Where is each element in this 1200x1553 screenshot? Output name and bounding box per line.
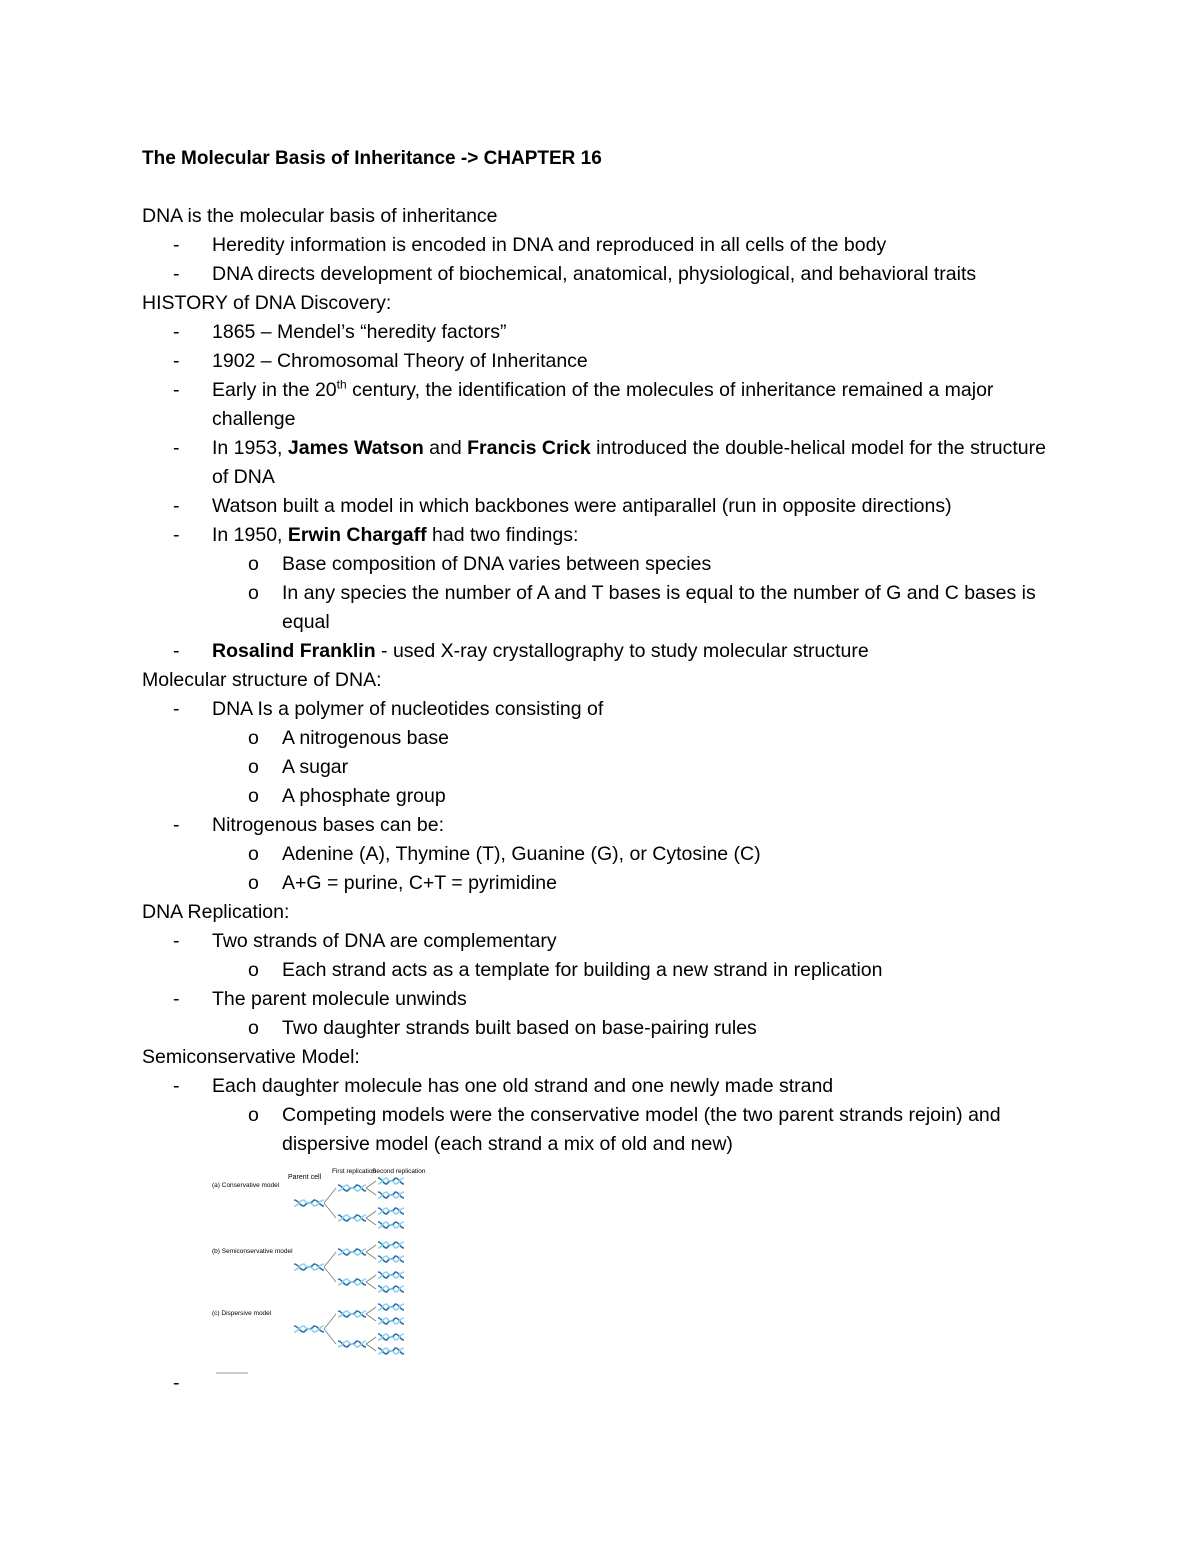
branch-line (324, 1203, 336, 1218)
helix-strand (378, 1208, 404, 1214)
dash-bullet: - (173, 640, 180, 662)
dash-bullet: - (173, 379, 180, 401)
dash-bullet: - (173, 1372, 180, 1394)
branch-line (366, 1211, 376, 1218)
list-item (142, 260, 1062, 289)
list-item-text: century, the identification of the molecules of inheritance remained a major challenge (212, 379, 994, 430)
branch-line (324, 1329, 336, 1344)
sub-list-item (142, 550, 1062, 579)
document-page (142, 144, 1062, 1406)
helix-strand (338, 1249, 366, 1255)
dash-bullet: - (173, 930, 180, 952)
helix-strand (338, 1279, 366, 1285)
semiconservative-heading: Semiconservative Model: (142, 1046, 360, 1068)
circle-bullet: o (248, 843, 259, 865)
replication-heading: DNA Replication: (142, 901, 290, 923)
history-heading: HISTORY of DNA Discovery: (142, 292, 392, 314)
col-second-label: Second replication (372, 1168, 426, 1175)
helix-strand (378, 1318, 404, 1324)
bold-name: Erwin Chargaff (287, 524, 427, 546)
structure-heading: Molecular structure of DNA: (142, 669, 382, 691)
list-item-text: - used X-ray crystallography to study molecular structure (375, 640, 869, 662)
helix-strand (338, 1341, 366, 1347)
branch-line (366, 1275, 376, 1282)
sub-list-item-text: Adenine (A), Thymine (T), Guanine (G), or Cytosine (C) (282, 843, 761, 865)
branch-line (366, 1188, 376, 1195)
list-item (142, 811, 1062, 840)
helix-strand (378, 1222, 404, 1228)
dash-bullet: - (173, 437, 180, 459)
list-item (142, 1072, 1062, 1101)
list-item (142, 434, 1062, 492)
list-item-text: In 1950, (212, 524, 288, 546)
helix-strand (378, 1334, 404, 1340)
intro-heading: DNA is the molecular basis of inheritance (142, 205, 498, 227)
sub-list-item (142, 840, 1062, 869)
list-item-text: 1865 – Mendel’s “heredity factors” (212, 321, 507, 343)
branch-line (366, 1307, 376, 1314)
sub-list-item-text: Base composition of DNA varies between species (282, 553, 712, 575)
branch-line (324, 1188, 336, 1203)
sub-list-item (142, 1101, 1062, 1159)
list-item (142, 231, 1062, 260)
bold-name: Francis Crick (467, 437, 591, 459)
second-replication-helix (378, 1286, 404, 1292)
list-item-text: introduced the double-helical model for the structure of DNA (212, 437, 1046, 488)
col-first-label: First replication (332, 1168, 377, 1175)
replication-models-figure (200, 1163, 440, 1377)
dash-bullet: - (173, 524, 180, 546)
branch-line (366, 1344, 376, 1351)
list-item (142, 521, 1062, 550)
dash-bullet: - (173, 1075, 180, 1097)
branch-line (366, 1337, 376, 1344)
sub-list-item (142, 782, 1062, 811)
sub-list-item (142, 753, 1062, 782)
list-item-text: In 1953, (212, 437, 288, 459)
helix-strand (338, 1215, 366, 1221)
dash-bullet: - (173, 988, 180, 1010)
list-item (142, 637, 1062, 666)
replication-models-diagram (200, 1163, 440, 1377)
branch-line (324, 1267, 336, 1282)
list-item (142, 985, 1062, 1014)
list-item-text: Heredity information is encoded in DNA and reproduced in all cells of the body (212, 234, 887, 256)
circle-bullet: o (248, 959, 259, 981)
branch-line (366, 1282, 376, 1289)
branch-line (324, 1314, 336, 1329)
circle-bullet: o (248, 553, 259, 575)
list-item (142, 927, 1062, 956)
list-item-text: Each daughter molecule has one old strand and one newly made strand (212, 1075, 834, 1097)
list-item (142, 492, 1062, 521)
helix-strand (378, 1304, 404, 1310)
sub-list-item (142, 869, 1062, 898)
branch-line (366, 1314, 376, 1321)
helix-strand (378, 1178, 404, 1184)
second-replication-helix (378, 1256, 404, 1262)
second-replication-helix (378, 1208, 404, 1214)
second-replication-helix (378, 1318, 404, 1324)
sub-list-item-text: Competing models were the conservative model (the two parent strands rejoin) and dispersive model (each strand a mix of old and new) (282, 1104, 1001, 1155)
sub-list-item-text: A+G = purine, C+T = pyrimidine (282, 872, 557, 894)
circle-bullet: o (248, 582, 259, 604)
second-replication-helix (378, 1178, 404, 1184)
first-replication-helix (338, 1249, 366, 1255)
second-replication-helix (378, 1242, 404, 1248)
list-item-text: The parent molecule unwinds (212, 988, 467, 1010)
list-item (142, 695, 1062, 724)
circle-bullet: o (248, 1104, 259, 1126)
list-item-text: DNA directs development of biochemical, anatomical, physiological, and behavioral traits (212, 263, 977, 285)
bold-name: James Watson (287, 437, 424, 459)
circle-bullet: o (248, 785, 259, 807)
helix-strand (378, 1256, 404, 1262)
bold-name: Rosalind Franklin (212, 640, 376, 662)
list-item-text: had two findings: (426, 524, 579, 546)
branch-line (366, 1181, 376, 1188)
sub-list-item-text: A sugar (282, 756, 349, 778)
sub-list-item-text: A nitrogenous base (282, 727, 449, 749)
dash-bullet: - (173, 321, 180, 343)
helix-strand (378, 1286, 404, 1292)
branch-line (366, 1218, 376, 1225)
list-item-text: Watson built a model in which backbones were antiparallel (run in opposite directions) (212, 495, 952, 517)
circle-bullet: o (248, 1017, 259, 1039)
sub-list-item (142, 956, 1062, 985)
second-replication-helix (378, 1304, 404, 1310)
sub-list-item-text: A phosphate group (282, 785, 446, 807)
list-item (142, 376, 1062, 434)
model-c-label: (c) Dispersive model (212, 1310, 272, 1317)
helix-strand (294, 1264, 324, 1270)
list-item-text: DNA Is a polymer of nucleotides consisting of (212, 698, 604, 720)
sub-list-item (142, 724, 1062, 753)
branch-line (366, 1245, 376, 1252)
model-b-label: (b) Semiconservative model (212, 1248, 293, 1255)
helix-strand (378, 1192, 404, 1198)
circle-bullet: o (248, 756, 259, 778)
first-replication-helix (338, 1311, 366, 1317)
list-item-text: Nitrogenous bases can be: (212, 814, 444, 836)
helix-strand (338, 1311, 366, 1317)
first-replication-helix (338, 1341, 366, 1347)
sub-list-item-text: Two daughter strands built based on base-pairing rules (282, 1017, 757, 1039)
list-item (142, 318, 1062, 347)
dash-bullet: - (173, 350, 180, 372)
sub-list-item (142, 579, 1062, 637)
second-replication-helix (378, 1348, 404, 1354)
helix-strand (378, 1348, 404, 1354)
parent-helix (294, 1200, 324, 1206)
helix-strand (338, 1185, 366, 1191)
superscript: th (336, 377, 347, 392)
parent-helix (294, 1264, 324, 1270)
list-item (142, 1372, 1062, 1406)
list-item-text: Early in the 20 (212, 379, 337, 401)
dash-bullet: - (173, 698, 180, 720)
list-item-text: and (423, 437, 468, 459)
sub-list-item-text: In any species the number of A and T bases is equal to the number of G and C bases is equal (282, 582, 1036, 633)
second-replication-helix (378, 1222, 404, 1228)
helix-strand (294, 1326, 324, 1332)
helix-strand (294, 1200, 324, 1206)
helix-strand (378, 1272, 404, 1278)
sub-list-item-text: Each strand acts as a template for building a new strand in replication (282, 959, 883, 981)
parent-helix (294, 1326, 324, 1332)
first-replication-helix (338, 1215, 366, 1221)
page-title: The Molecular Basis of Inheritance -> CHAPTER 16 (142, 148, 602, 169)
circle-bullet: o (248, 727, 259, 749)
col-parent-label: Parent cell (288, 1174, 322, 1181)
dash-bullet: - (173, 263, 180, 285)
second-replication-helix (378, 1192, 404, 1198)
dash-bullet: - (173, 234, 180, 256)
first-replication-helix (338, 1279, 366, 1285)
list-item-text: Two strands of DNA are complementary (212, 930, 557, 952)
sub-list-item (142, 1014, 1062, 1043)
branch-line (324, 1252, 336, 1267)
helix-group (294, 1178, 404, 1354)
list-item-text: 1902 – Chromosomal Theory of Inheritance (212, 350, 588, 372)
first-replication-helix (338, 1185, 366, 1191)
model-a-label: (a) Conservative model (212, 1182, 280, 1189)
circle-bullet: o (248, 872, 259, 894)
list-item (142, 347, 1062, 376)
helix-strand (378, 1242, 404, 1248)
dash-bullet: - (173, 814, 180, 836)
dash-bullet: - (173, 495, 180, 517)
branch-line (366, 1252, 376, 1259)
second-replication-helix (378, 1334, 404, 1340)
second-replication-helix (378, 1272, 404, 1278)
